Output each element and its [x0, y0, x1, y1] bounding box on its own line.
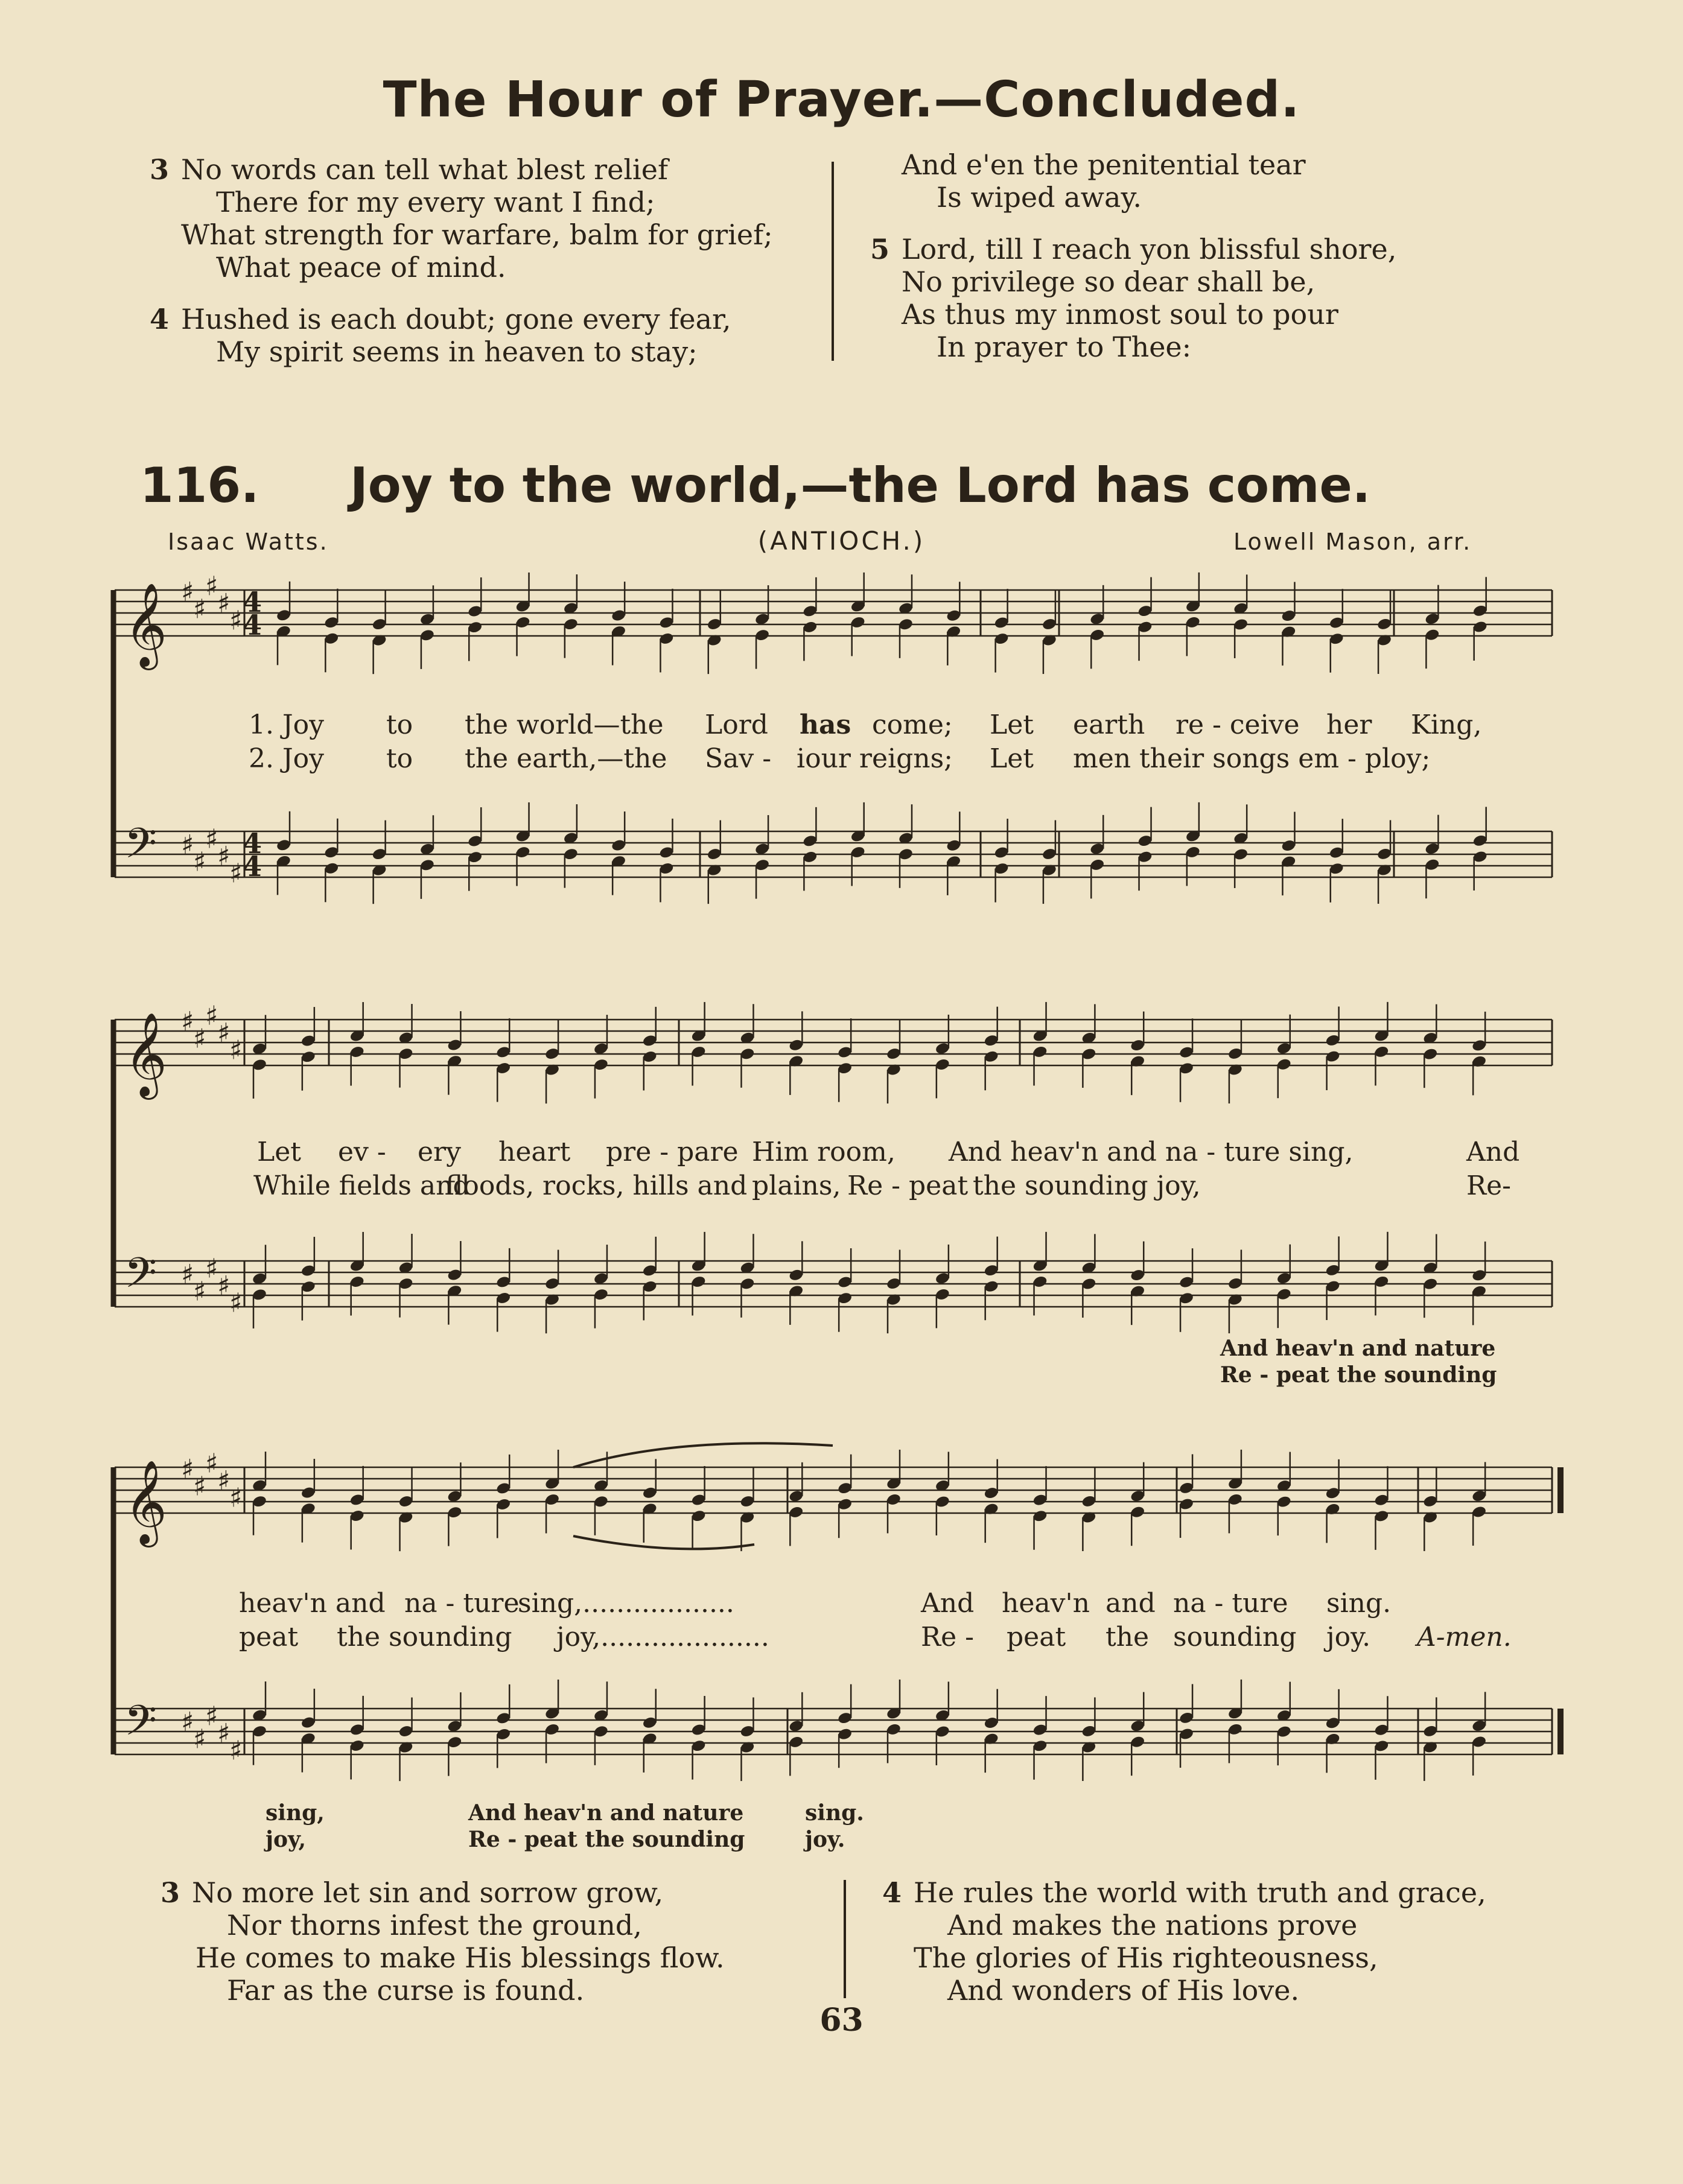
sharp-icon: ♯ [181, 1454, 194, 1485]
stanza-line: There for my every want I find; [216, 186, 655, 218]
lyric: pre - pare [606, 1137, 739, 1167]
lyric: peat [1007, 1622, 1066, 1652]
stanza-line: My spirit seems in heaven to stay; [216, 335, 698, 368]
sharp-icon: ♯ [193, 594, 206, 625]
sharp-icon: ♯ [229, 1035, 243, 1066]
tune-name: (ANTIOCH.) [757, 526, 926, 556]
lyric: Sav - [705, 743, 772, 774]
lyric: floods, rocks, hills and [445, 1170, 748, 1201]
lyric: men [1073, 743, 1131, 774]
author-credit: Isaac Watts. [168, 529, 329, 555]
sharp-icon: ♯ [193, 1724, 206, 1755]
lyric: joy. [1326, 1622, 1371, 1652]
lyric: re - ceive [1176, 709, 1300, 740]
stanza-line: No words can tell what blest relief [181, 153, 668, 186]
sharp-icon: ♯ [217, 1718, 231, 1749]
lyric: Let [257, 1137, 301, 1167]
previous-hymn-title: The Hour of Prayer.—Concluded. [383, 71, 1300, 129]
lyric: come; [872, 709, 953, 740]
bass-lyric: joy. [805, 1827, 845, 1852]
lyric: Let [990, 709, 1034, 740]
lyric: has [800, 709, 851, 740]
bass-lyric: joy, [266, 1827, 307, 1852]
lyric: And [1466, 1137, 1520, 1167]
stanza-line: No more let sin and sorrow grow, [192, 1876, 664, 1909]
sharp-icon: ♯ [205, 1448, 218, 1479]
sharp-icon: ♯ [217, 841, 231, 872]
bass-lyric: sing, [266, 1800, 325, 1826]
lyric: sing. [1326, 1588, 1392, 1619]
lyric: heav'n and [239, 1588, 386, 1619]
sharp-icon: ♯ [205, 824, 218, 855]
lyric: the [1106, 1622, 1150, 1652]
stanza-line: Far as the curse is found. [227, 1974, 585, 2007]
bass-lyric: Re - peat the sounding [1220, 1362, 1497, 1388]
sharp-icon: ♯ [193, 1276, 206, 1307]
sharp-icon: ♯ [193, 1023, 206, 1055]
stanza-4: 4 Hushed is each doubt; gone every fear, My spirit seems in heaven to stay; [150, 303, 773, 368]
treble-clef-icon: 𝄞 [124, 1460, 167, 1544]
lyric: Re- [1466, 1170, 1512, 1201]
stanza-line: In prayer to Thee: [937, 331, 1192, 363]
stanza-line: Is wiped away. [937, 181, 1142, 214]
sharp-icon: ♯ [181, 1006, 194, 1037]
lyric: sing,.................. [518, 1588, 734, 1619]
lyric: heav'n [1002, 1588, 1090, 1619]
stanza-4: 4 He rules the world with truth and grace, And makes the nations prove The glories of His righteousness, And wonders of His love. [882, 1876, 1486, 2007]
sharp-icon: ♯ [229, 1482, 243, 1514]
stanza-3: 3 No more let sin and sorrow grow, Nor thorns infest the ground, He comes to make His blessings flow. Far as the curse is found. [161, 1876, 725, 2007]
sharp-icon: ♯ [205, 1253, 218, 1284]
sharp-icon: ♯ [217, 1018, 231, 1049]
lyric-amen: A-men. [1417, 1622, 1512, 1652]
sharp-icon: ♯ [181, 577, 194, 608]
sharp-icon: ♯ [217, 1271, 231, 1301]
sharp-icon: ♯ [181, 1707, 194, 1738]
slur [573, 1536, 754, 1549]
sharp-icon: ♯ [181, 830, 194, 860]
bass-lyric: And heav'n and nature [1220, 1336, 1496, 1361]
lyric: Him room, [752, 1137, 896, 1167]
lyric: her [1326, 709, 1372, 740]
lyric: And heav'n and na - ture sing, [949, 1137, 1354, 1167]
stanza-line: And e'en the penitential tear [902, 148, 1306, 181]
stanza-line: The glories of His righteousness, [914, 1941, 1378, 1974]
time-signature: 4 [243, 827, 262, 860]
lyric: Let [990, 743, 1034, 774]
time-signature: 4 [243, 586, 262, 618]
stanza-line: What peace of mind. [216, 251, 506, 284]
sharp-icon: ♯ [205, 1000, 218, 1032]
treble-clef-icon: 𝄞 [124, 583, 167, 667]
sharp-icon: ♯ [229, 1287, 243, 1319]
bass-lyric: sing. [805, 1800, 864, 1826]
stanza-line: Nor thorns infest the ground, [227, 1909, 642, 1941]
lyric: 2. Joy [249, 743, 324, 774]
lyric: King, [1411, 709, 1482, 740]
hymn-number: 116. [140, 457, 259, 513]
lyric: Re - peat [847, 1170, 969, 1201]
lyric: ery [418, 1137, 461, 1167]
lyric: iour reigns; [797, 743, 953, 774]
column-divider [844, 1880, 846, 1998]
sharp-icon: ♯ [193, 1471, 206, 1502]
stanza-line: Hushed is each doubt; gone every fear, [181, 303, 731, 335]
sharp-icon: ♯ [217, 1465, 231, 1496]
lyric: ev - [338, 1137, 386, 1167]
lyric: heart [498, 1137, 571, 1167]
sharp-icon: ♯ [229, 1735, 243, 1767]
lyric: the earth,—the [465, 743, 667, 774]
lyric: earth [1073, 709, 1145, 740]
lyric: peat [239, 1622, 299, 1652]
sharp-icon: ♯ [217, 588, 231, 619]
hymn-title: Joy to the world,—the Lord has come. [350, 457, 1371, 513]
page-number: 63 [819, 2002, 864, 2039]
slur [573, 1443, 833, 1467]
bass-clef-icon: 𝄢 [124, 1696, 157, 1755]
lyric: na - ture [1173, 1588, 1288, 1619]
lyric: Lord [705, 709, 768, 740]
lyric: to [386, 709, 413, 740]
lyric: 1. Joy [249, 709, 324, 740]
treble-clef-icon: 𝄞 [124, 1012, 167, 1096]
bass-clef-icon: 𝄢 [124, 819, 157, 878]
stanza-5: 5 Lord, till I reach yon blissful shore, No privilege so dear shall be, As thus my inmost soul to pour In prayer to Thee: [870, 233, 1397, 363]
lyric: plains, [752, 1170, 841, 1201]
lyric: joy,.................... [556, 1622, 769, 1652]
lyric: While fields and [253, 1170, 470, 1201]
sharp-icon: ♯ [229, 858, 243, 889]
stanza-line: Lord, till I reach yon blissful shore, [902, 233, 1397, 265]
lyric: to [386, 743, 413, 774]
stanza-line: As thus my inmost soul to pour [902, 298, 1338, 331]
bass-lyric: And heav'n and nature [468, 1800, 744, 1826]
stanza-line: And wonders of His love. [947, 1974, 1300, 2007]
lyric: the sounding joy, [973, 1170, 1201, 1201]
time-signature: 4 [243, 609, 262, 641]
stanza-line: No privilege so dear shall be, [902, 265, 1316, 298]
sharp-icon: ♯ [181, 1259, 194, 1290]
stanza-line: He rules the world with truth and grace, [914, 1876, 1486, 1909]
lyric: the sounding [337, 1622, 512, 1652]
stanza-3: 3 No words can tell what blest relief There for my every want I find; What strength for warfare, balm for grief; What peace of mind. [150, 153, 773, 284]
lyric: na - ture [404, 1588, 520, 1619]
sharp-icon: ♯ [205, 571, 218, 602]
lyric: sounding [1173, 1622, 1297, 1652]
stanza-line: He comes to make His blessings flow. [196, 1941, 725, 1974]
sharp-icon: ♯ [229, 605, 243, 636]
stanza-line: What strength for warfare, balm for grief; [181, 218, 773, 251]
sharp-icon: ♯ [205, 1701, 218, 1732]
lyric: and [1106, 1588, 1156, 1619]
lyric: Re - [921, 1622, 975, 1652]
lyric: the world—the [465, 709, 664, 740]
composer-credit: Lowell Mason, arr. [1233, 529, 1472, 555]
bass-clef-icon: 𝄢 [124, 1248, 157, 1307]
lyric: And [921, 1588, 975, 1619]
stanza-line: And makes the nations prove [947, 1909, 1358, 1941]
sharp-icon: ♯ [193, 846, 206, 878]
lyric: their songs em - ploy; [1139, 743, 1431, 774]
bass-lyric: Re - peat the sounding [468, 1827, 745, 1852]
time-signature: 4 [243, 850, 262, 883]
